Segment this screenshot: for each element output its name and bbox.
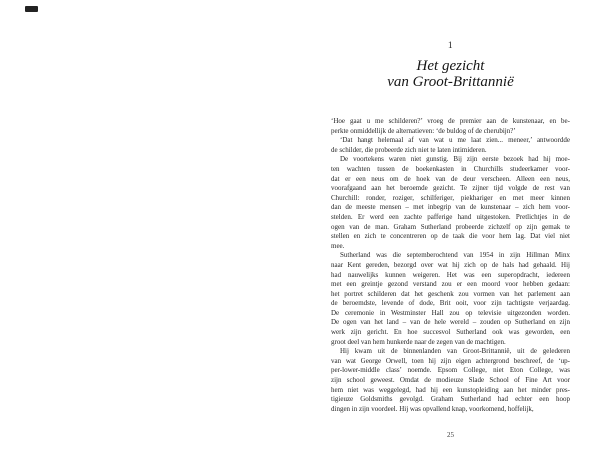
chapter-number: 1 [447,41,454,51]
body-text [331,117,570,414]
text-line: groot deel van hem hunkerde naar de zegen van de machtigen. [331,337,506,346]
text-line: met een greintje gezond verstand zou er een moord voor hebben gedaan: [331,280,570,289]
paragraph [331,117,570,136]
text-line: voorafgaand aan het beroemde gezicht. Te zijner tijd volgde de rest van [331,184,570,193]
text-line: hem niet was weggelegd, had hij een kunstopleiding aan het minder pres- [331,385,570,394]
text-line: perkte onmiddellijk de alternatieven: ‘de buldog of de cherubijn?’ [331,126,516,135]
text-line: Hij kwam uit de binnenlanden van Groot-Brittannië, uit de gelederen [340,347,570,356]
paragraph [331,155,570,251]
text-line: van wat George Orwell, toen hij zijn eigen achtergrond beschreef, de ‘up- [331,356,570,365]
text-line: stelden. Er werd een zachte pafferige hand uitgestoken. Pretlichtjes in de [331,212,570,221]
paragraph [331,251,570,347]
text-line: stellen en zich te concentreren op de taak die voor hem lag. Dat viel niet [331,232,570,241]
text-line: per-lower-middle class’ noemde. Epsom College, niet Eton College, was [331,366,570,375]
text-line: ogen van de man. Graham Sutherland probeerde zichzelf op zijn gemak te [331,222,570,231]
paragraph [331,347,570,414]
text-column [331,0,570,460]
text-line: De ogen van het land – van de hele wereld – zouden op Sutherland en zijn [331,318,570,327]
text-line: het portret schilderen dat het geschenk zou vormen van het parlement aan [331,289,570,298]
text-line: dat er een neus om de hoek van de deur verscheen. Alleen een neus, [331,174,570,183]
text-line: mee. [331,241,345,250]
text-line: dingen in zijn voordeel. Hij was opvallend knap, voorkomend, hoffelijk, [331,404,534,413]
text-line: tigieuze Goldsmiths gevolgd. Graham Sutherland had echter een hoop [331,395,570,404]
page-number: 25 [447,431,454,439]
chapter-title [331,59,570,90]
text-line: zijn school geweest. Omdat de modieuze Slade School of Fine Art voor [331,376,570,385]
text-line: werk zijn gericht. En hoe succesvol Sutherland ook was geworden, een [331,328,570,337]
text-line: naar Kent gereden, bezorgd over wat hij zich op de hals had gehaald. Hij [331,260,570,269]
corner-dash-mark [25,6,38,12]
chapter-title-line-1: Het gezicht [416,58,485,74]
text-line: ‘Dat hangt helemaal af van wat u me laat zien... meneer,’ antwoordde [340,136,570,145]
text-line: de beroemdste, levende of dode, Brit ooit, voor zijn tachtigste verjaardag. [331,299,570,308]
text-line: De ceremonie in Westminster Hall zou op televisie uitgezonden worden. [331,308,570,317]
text-line: ten wachten tussen de boekenkasten in Churchills studeerkamer voor- [331,164,570,173]
text-line: dan de meeste mensen – met inbegrip van de kunstenaar – zich hem voor- [331,203,570,212]
text-line: ‘Hoe gaat u me schilderen?’ vroeg de premier aan de kunstenaar, en be- [331,117,570,125]
text-line: had nauwelijks kunnen weigeren. Het was een superopdracht, iedereen [331,270,570,279]
text-line: Sutherland was die septemberochtend van 1954 in zijn Hillman Minx [340,251,570,260]
chapter-title-line-2: van Groot-Brittannië [387,73,514,90]
text-line: De voortekens waren niet gunstig. Bij zijn eerste bezoek had hij moe- [340,155,570,164]
paragraph [331,136,570,155]
text-line: Churchill: ronder, roziger, schilferiger, piekhariger en met meer kinnen [331,193,570,202]
text-line: de schilder, die probeerde zich niet te laten intimideren. [331,145,487,154]
